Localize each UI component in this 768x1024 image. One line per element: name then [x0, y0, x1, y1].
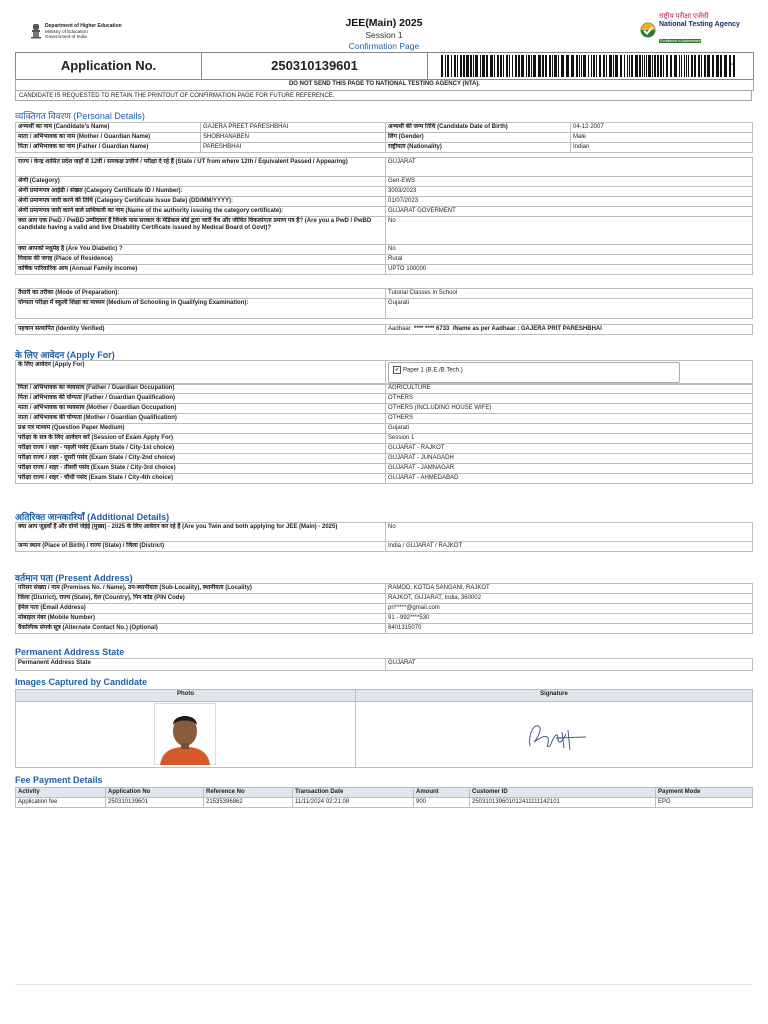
table-row: [16, 542, 753, 552]
field-value: No: [386, 245, 753, 255]
field-label: श्रेणी (Category): [16, 177, 386, 187]
table-row: [16, 604, 753, 614]
field-label: परीक्षा राज्य / शहर - तीसरी पसंद (Exam State / City-3rd choice): [16, 464, 386, 474]
additional-details-heading: अतिरिक्त जानकारियाँ (Additional Details): [15, 512, 170, 522]
table-row: [16, 255, 753, 265]
table-cell: 250310139601: [106, 798, 204, 808]
paper-option: [388, 362, 680, 383]
field-value: GAJERA PREET PARESHBHAI: [201, 123, 386, 133]
table-row: [16, 523, 753, 542]
field-label: क्या आपको मधुमेह है (Are You Diabetic) ?: [16, 245, 386, 255]
field-label: अभ्यर्थी का नाम (Candidate's Name): [16, 123, 201, 133]
table-row: [16, 289, 753, 299]
field-label: लिंग (Gender): [386, 133, 571, 143]
table-row: [16, 143, 753, 153]
fee-payment-heading: Fee Payment Details: [15, 775, 103, 785]
field-value: 91 - 992****530: [386, 614, 753, 624]
field-label: ईमेल पता (Email Address): [16, 604, 386, 614]
application-number-bar: [15, 52, 754, 80]
field-value: GUJARAT GOVERMENT: [386, 207, 753, 217]
field-label: जन्म स्थान (Place of Birth) / राज्य (State) / जिला (District): [16, 542, 386, 552]
apply-details-table: [15, 383, 753, 484]
personal-details-table: [15, 122, 753, 153]
table-cell: Application fee: [16, 798, 106, 808]
field-value: 01/07/2023: [386, 197, 753, 207]
field-value: AGRICULTURE: [386, 384, 753, 394]
field-label: क्या आप एक PwD / PwBD उम्मीदवार हैं जिनके पास सरकार के मेडिकल बोर्ड द्वारा जारी वैध और जीवित विकलांगता प्रमाण पत्र है? (Are you a PwD / PwBD candidate having a valid and live Disability Certificate issued by Medical Board of Govt)?: [16, 217, 386, 245]
field-label: माता / अभिभावक की योग्यता (Mother / Guardian Qualification): [16, 414, 386, 424]
table-row: [16, 434, 753, 444]
table-row: [16, 454, 753, 464]
national-emblem-icon: [30, 23, 42, 39]
nta-hindi-name: राष्ट्रीय परीक्षा एजेंसी: [659, 13, 709, 20]
field-value: PARESHBHAI: [201, 143, 386, 153]
table-row: [16, 158, 753, 177]
ministry-text: Department of Higher Education Ministry of Education Government of India: [45, 22, 122, 40]
apply-for-label: के लिए आवेदन (Apply For): [16, 361, 386, 385]
field-label: परिसर संख्या / नाम (Premises No. / Name), उप-स्थानीयता (Sub-Locality), स्थानीयता (Locality): [16, 584, 386, 594]
field-value: GUJARAT: [386, 158, 753, 177]
barcode-icon: [441, 55, 741, 77]
permanent-state-value: GUJARAT: [386, 659, 753, 671]
application-number-value: 250310139601: [202, 53, 428, 79]
session-label: Session 1: [365, 30, 403, 40]
field-label: पिता / अभिभावक का नाम (Father / Guardian Name): [16, 143, 201, 153]
field-label: श्रेणी प्रमाणपत्र जारी करने वाले प्राधिकारी का नाम (Name of the authority issuing the category certificate):: [16, 207, 386, 217]
table-row: [16, 414, 753, 424]
table-row: [16, 424, 753, 434]
table-row: [16, 394, 753, 404]
table-row: [16, 187, 753, 197]
table-cell: 250310139601012411111142101: [470, 798, 656, 808]
field-label: परीक्षा राज्य / शहर - पहली पसंद (Exam State / City-1st choice): [16, 444, 386, 454]
field-value: OTHERS (INCLUDING HOUSE WIFE): [386, 404, 753, 414]
field-value: RAMOD, KOTDA SANGANI, RAJKOT: [386, 584, 753, 594]
field-value: Indian: [571, 143, 753, 153]
table-row: [16, 614, 753, 624]
field-value: pri*****@gmail.com: [386, 604, 753, 614]
field-label: अभ्यर्थी की जन्म तिथि (Candidate Date of Birth): [386, 123, 571, 133]
barcode: [428, 53, 753, 79]
table-cell: 900: [414, 798, 470, 808]
table-cell: EPG: [656, 798, 753, 808]
field-label: मोबाइल नंबर (Mobile Number): [16, 614, 386, 624]
candidate-photo: [154, 703, 216, 765]
field-label: माता / अभिभावक का व्यवसाय (Mother / Guardian Occupation): [16, 404, 386, 414]
present-address-heading: वर्तमान पता (Present Address): [15, 573, 133, 583]
nta-logo: [640, 13, 750, 43]
column-header: Transaction Date: [293, 788, 414, 798]
do-not-send-notice: DO NOT SEND THIS PAGE TO NATIONAL TESTING AGENCY (NTA).: [15, 79, 754, 91]
fee-payment-table: [15, 787, 753, 808]
field-value: GUJARAT - JUNAGADH: [386, 454, 753, 464]
exam-title-block: [300, 17, 468, 52]
field-value: GUJARAT - RAJKOT: [386, 444, 753, 454]
images-heading: Images Captured by Candidate: [15, 677, 148, 687]
field-value: RAJKOT, GUJARAT, India, 360002: [386, 594, 753, 604]
field-value: SHOBHANABEN: [201, 133, 386, 143]
page-type: Confirmation Page: [348, 41, 420, 51]
nta-english-name: National Testing Agency: [659, 21, 740, 28]
present-address-table: [15, 583, 753, 634]
field-value: GUJARAT - AHMEDABAD: [386, 474, 753, 484]
field-value: 04-12-2007: [571, 123, 753, 133]
field-label: परीक्षा राज्य / शहर - दूसरी पसंद (Exam State / City-2nd choice): [16, 454, 386, 464]
field-value: GUJARAT - JAMNAGAR: [386, 464, 753, 474]
column-header: Reference No: [204, 788, 293, 798]
signature-cell: [356, 702, 753, 768]
table-row: [16, 464, 753, 474]
table-row: [16, 299, 753, 319]
field-label: पिता / अभिभावक का व्यवसाय (Father / Guardian Occupation): [16, 384, 386, 394]
checkbox-icon: ✔: [394, 367, 400, 373]
table-row: [16, 444, 753, 454]
apply-for-table: [15, 360, 753, 385]
additional-details-table: [15, 522, 753, 552]
field-label: योग्यता परीक्षा में स्कूली शिक्षा का माध्यम (Medium of Schooling in Qualifying Examination):: [16, 299, 386, 319]
field-value: Gen-EWS: [386, 177, 753, 187]
images-table: [15, 689, 753, 768]
identity-label: पहचान सत्यापित (Identity Verified): [16, 325, 386, 335]
signature-header: Signature: [356, 690, 753, 702]
field-value: 3003/2023: [386, 187, 753, 197]
field-value: UPTO 100000: [386, 265, 753, 275]
field-label: राज्य / केन्द्र शासित प्रदेश जहाँ से 12वीं / समकक्ष उत्तीर्ण / परीक्षा दे रहे हैं (State / UT from where 12th / Equivalent Passed / Appearing): [16, 158, 386, 177]
field-label: वैकल्पिक संपर्क सूत्र (Alternate Contact No.) (Optional): [16, 624, 386, 634]
identity-table: [15, 324, 753, 335]
candidate-signature: [524, 716, 594, 756]
table-row: [16, 265, 753, 275]
preparation-table: [15, 288, 753, 319]
barcode-dash: -: [729, 58, 733, 70]
field-label: पिता / अभिभावक की योग्यता (Father / Guardian Qualification): [16, 394, 386, 404]
field-value: OTHERS: [386, 394, 753, 404]
column-header: Activity: [16, 788, 106, 798]
paper-label: Paper 1 (B.E./B.Tech.): [403, 367, 463, 374]
field-label: तैयारी का तरीका (Mode of Preparation):: [16, 289, 386, 299]
field-value: India / GUJARAT / RAJKOT: [386, 542, 753, 552]
field-value: Rural: [386, 255, 753, 265]
column-header: Payment Mode: [656, 788, 753, 798]
permanent-address-heading: Permanent Address State: [15, 647, 125, 657]
field-value: Tutorial Classes in School: [386, 289, 753, 299]
field-label: राष्ट्रीयता (Nationality): [386, 143, 571, 153]
ministry-logo: [30, 22, 140, 40]
field-value: OTHERS: [386, 414, 753, 424]
exam-title: JEE(Main) 2025: [345, 17, 423, 29]
table-row: [16, 197, 753, 207]
table-cell: 11/11/2024 02:21:08: [293, 798, 414, 808]
footer-divider: [15, 984, 752, 985]
column-header: Customer ID: [470, 788, 656, 798]
field-label: श्रेणी प्रमाणपत्र जारी करने की तिथि (Category Certificate Issue Date) (DD/MM/YYYY):: [16, 197, 386, 207]
field-label: परीक्षा के सत्र के लिए आवेदन करें (Session of Exam Apply For): [16, 434, 386, 444]
nta-tagline: Excellence in Assessment: [660, 39, 701, 43]
permanent-state-label: Permanent Address State: [16, 659, 386, 671]
table-row: [16, 624, 753, 634]
table-row: [16, 384, 753, 394]
field-label: क्या आप जुड़वाँ हैं और दोनों जेईई (मुख्य) - 2025 के लिए आवेदन कर रहे हैं (Are you Twin and both applying for JEE (Main) - 2025): [16, 523, 386, 542]
table-cell: 21535396862: [204, 798, 293, 808]
column-header: Application No: [106, 788, 204, 798]
table-row: [16, 177, 753, 187]
field-value: No: [386, 217, 753, 245]
field-label: जिला (District), राज्य (State), देश (Country), पिन कोड (PIN Code): [16, 594, 386, 604]
nta-check-icon: [640, 22, 656, 38]
permanent-address-table: [15, 658, 753, 671]
identity-value: Aadhaar **** **** 6733 /Name as per Aadhaar : GAJERA PRIT PARESHBHAI: [386, 325, 753, 335]
field-label: निवास की जगह (Place of Residence): [16, 255, 386, 265]
field-value: Gujarati: [386, 299, 753, 319]
table-row: [16, 217, 753, 245]
field-label: वार्षिक पारिवारिक आय (Annual Family Income): [16, 265, 386, 275]
column-header: Amount: [414, 788, 470, 798]
application-number-label: Application No.: [16, 53, 202, 79]
photo-header: Photo: [16, 690, 356, 702]
table-row: [16, 207, 753, 217]
table-row: [16, 584, 753, 594]
field-label: परीक्षा राज्य / शहर - चौथी पसंद (Exam State / City-4th choice): [16, 474, 386, 484]
personal-details-table-2: [15, 157, 753, 275]
apply-for-value: [386, 361, 753, 385]
apply-for-heading: के लिए आवेदन (Apply For): [15, 350, 115, 360]
field-value: No: [386, 523, 753, 542]
field-label: श्रेणी प्रमाणपत्र आईडी / संख्या (Category Certificate ID / Number):: [16, 187, 386, 197]
field-label: प्रश्न पत्र माध्यम (Question Paper Medium): [16, 424, 386, 434]
personal-details-heading: व्यक्तिगत विवरण (Personal Details): [15, 111, 145, 121]
retain-notice: CANDIDATE IS REQUESTED TO RETAIN THE PRINTOUT OF CONFIRMATION PAGE FOR FUTURE REFERENCE.: [15, 91, 752, 101]
table-row: [16, 404, 753, 414]
table-row: [16, 133, 753, 143]
field-label: माता / अभिभावक का नाम (Mother / Guardian Name): [16, 133, 201, 143]
table-row: [16, 123, 753, 133]
table-row: [16, 474, 753, 484]
field-value: 8401315070: [386, 624, 753, 634]
field-value: Male: [571, 133, 753, 143]
photo-cell: [16, 702, 356, 768]
field-value: Session 1: [386, 434, 753, 444]
table-row: [16, 594, 753, 604]
field-value: Gujarati: [386, 424, 753, 434]
table-row: [16, 245, 753, 255]
